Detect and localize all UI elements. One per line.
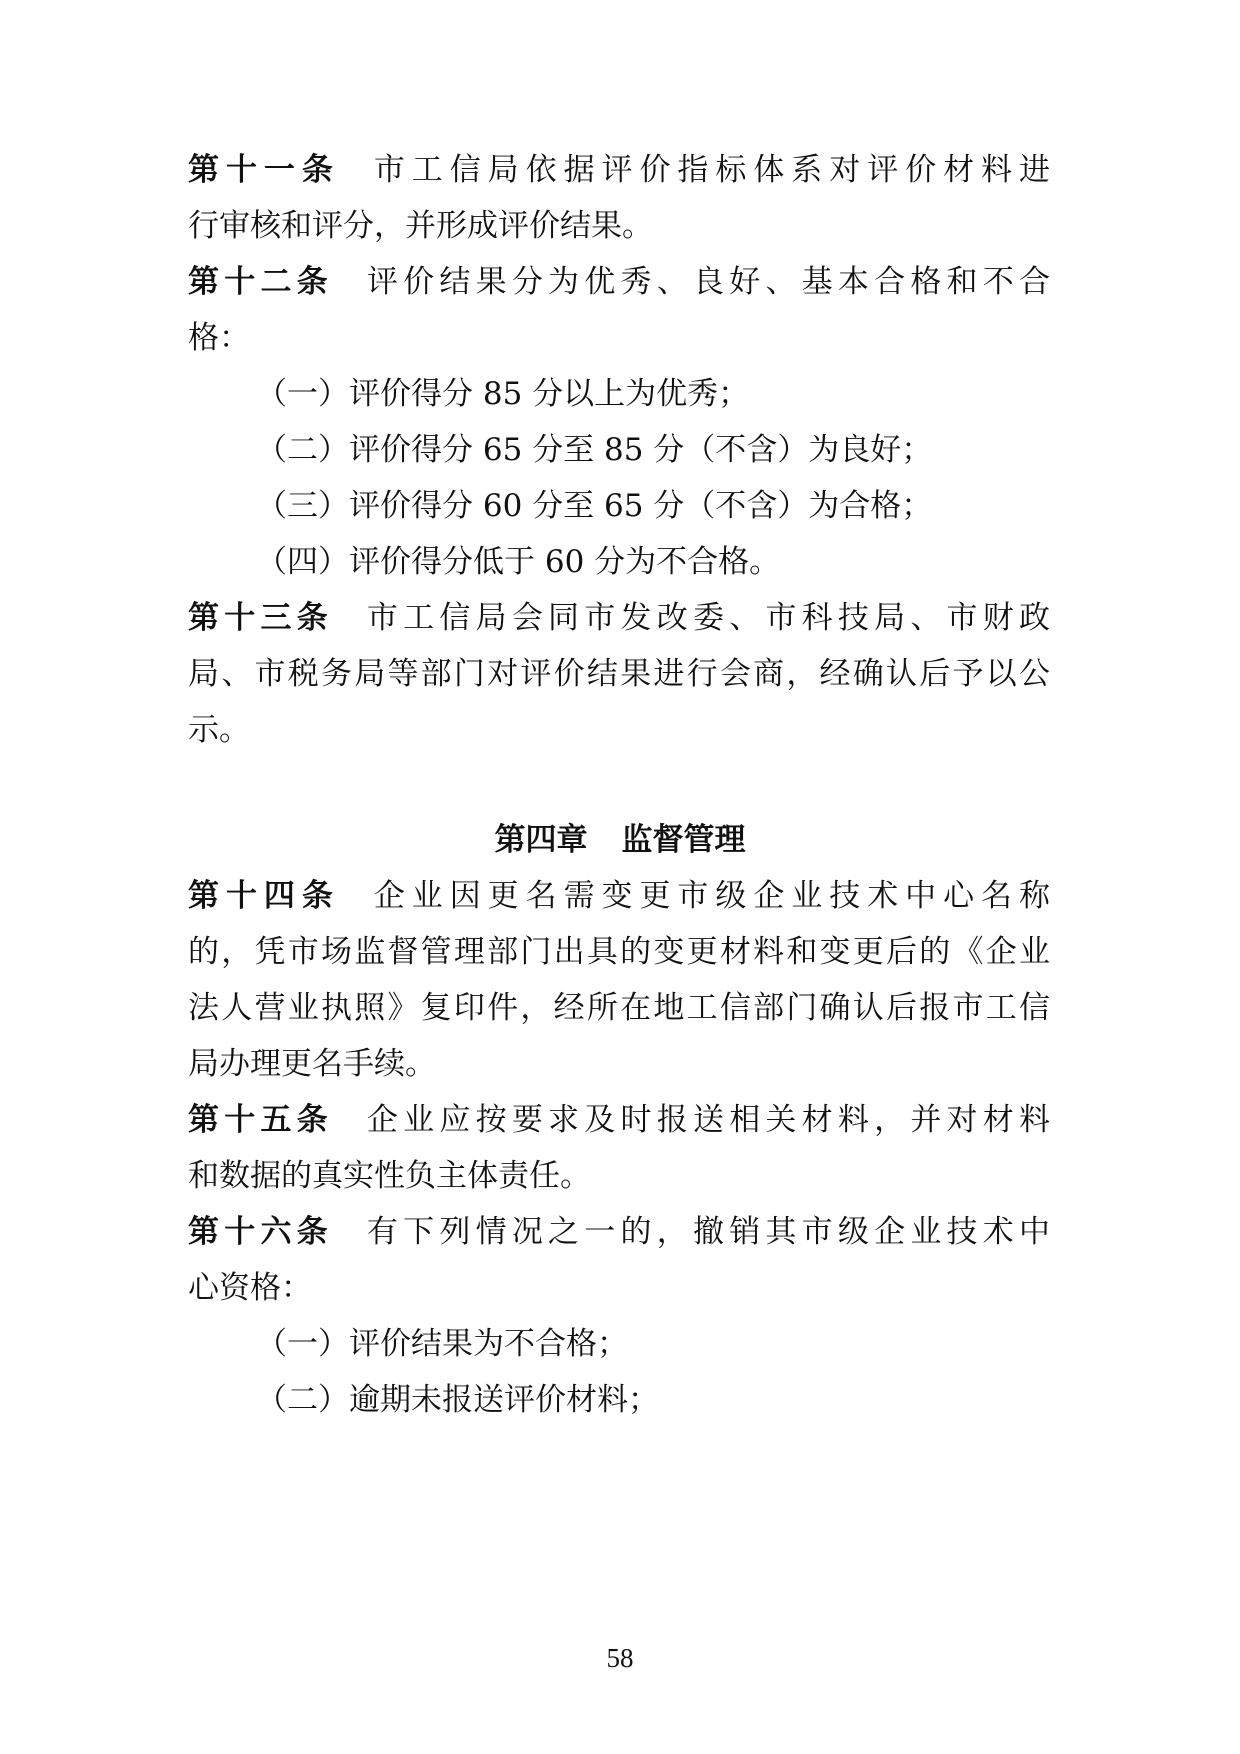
article-11-line-2: 行审核和评分，并形成评价结果。 [188, 208, 653, 244]
article-14-text: 企业因更名需变更市级企业技术中心名称 [373, 878, 1051, 914]
chapter-heading [0, 820, 1240, 860]
article-11-line-1 [188, 150, 1050, 190]
article-12-item-2: （二）评价得分 65 分至 85 分（不含）为良好； [256, 432, 933, 468]
chapter-number: 第四章 [494, 822, 588, 858]
article-13-line-1 [188, 598, 1050, 638]
article-16-line-1 [188, 1212, 1050, 1252]
page-number: 58 [606, 1643, 634, 1673]
article-16-line-2: 心资格： [188, 1270, 312, 1306]
article-12-heading: 第十二条 [188, 264, 333, 300]
article-14-line-1 [188, 876, 1050, 916]
article-12-item-4: （四）评价得分低于 60 分为不合格。 [256, 544, 781, 580]
article-13-line-3: 示。 [188, 712, 250, 748]
article-16-heading: 第十六条 [188, 1214, 333, 1250]
article-14-line-3: 法人营业执照》复印件，经所在地工信部门确认后报市工信 [188, 990, 1050, 1026]
article-15-heading: 第十五条 [188, 1102, 333, 1138]
article-15-line-2: 和数据的真实性负主体责任。 [188, 1158, 591, 1194]
article-14-heading: 第十四条 [188, 878, 340, 914]
article-13-text: 市工信局会同市发改委、市科技局、市财政 [366, 600, 1051, 636]
article-15-line-1 [188, 1100, 1050, 1140]
article-16-item-1: （一）评价结果为不合格； [256, 1326, 628, 1362]
article-14-line-4: 局办理更名手续。 [188, 1046, 436, 1082]
article-12-item-3: （三）评价得分 60 分至 65 分（不含）为合格； [256, 488, 933, 524]
article-12-text: 评价结果分为优秀、良好、基本合格和不合 [366, 264, 1051, 300]
article-15-text: 企业应按要求及时报送相关材料，并对材料 [366, 1102, 1051, 1138]
article-16-text: 有下列情况之一的，撤销其市级企业技术中 [366, 1214, 1051, 1250]
article-12-line-2: 格： [188, 320, 250, 356]
article-11-heading: 第十一条 [188, 152, 340, 188]
article-12-line-1 [188, 262, 1050, 302]
article-16-item-2: （二）逾期未报送评价材料； [256, 1382, 659, 1418]
article-12-item-1: （一）评价得分 85 分以上为优秀； [256, 376, 750, 412]
chapter-title: 监督管理 [621, 822, 746, 858]
article-14-line-2: 的，凭市场监督管理部门出具的变更材料和变更后的《企业 [188, 934, 1050, 970]
article-11-text: 市工信局依据评价指标体系对评价材料进 [373, 152, 1051, 188]
article-13-heading: 第十三条 [188, 600, 333, 636]
article-13-line-2: 局、市税务局等部门对评价结果进行会商，经确认后予以公 [188, 656, 1050, 692]
